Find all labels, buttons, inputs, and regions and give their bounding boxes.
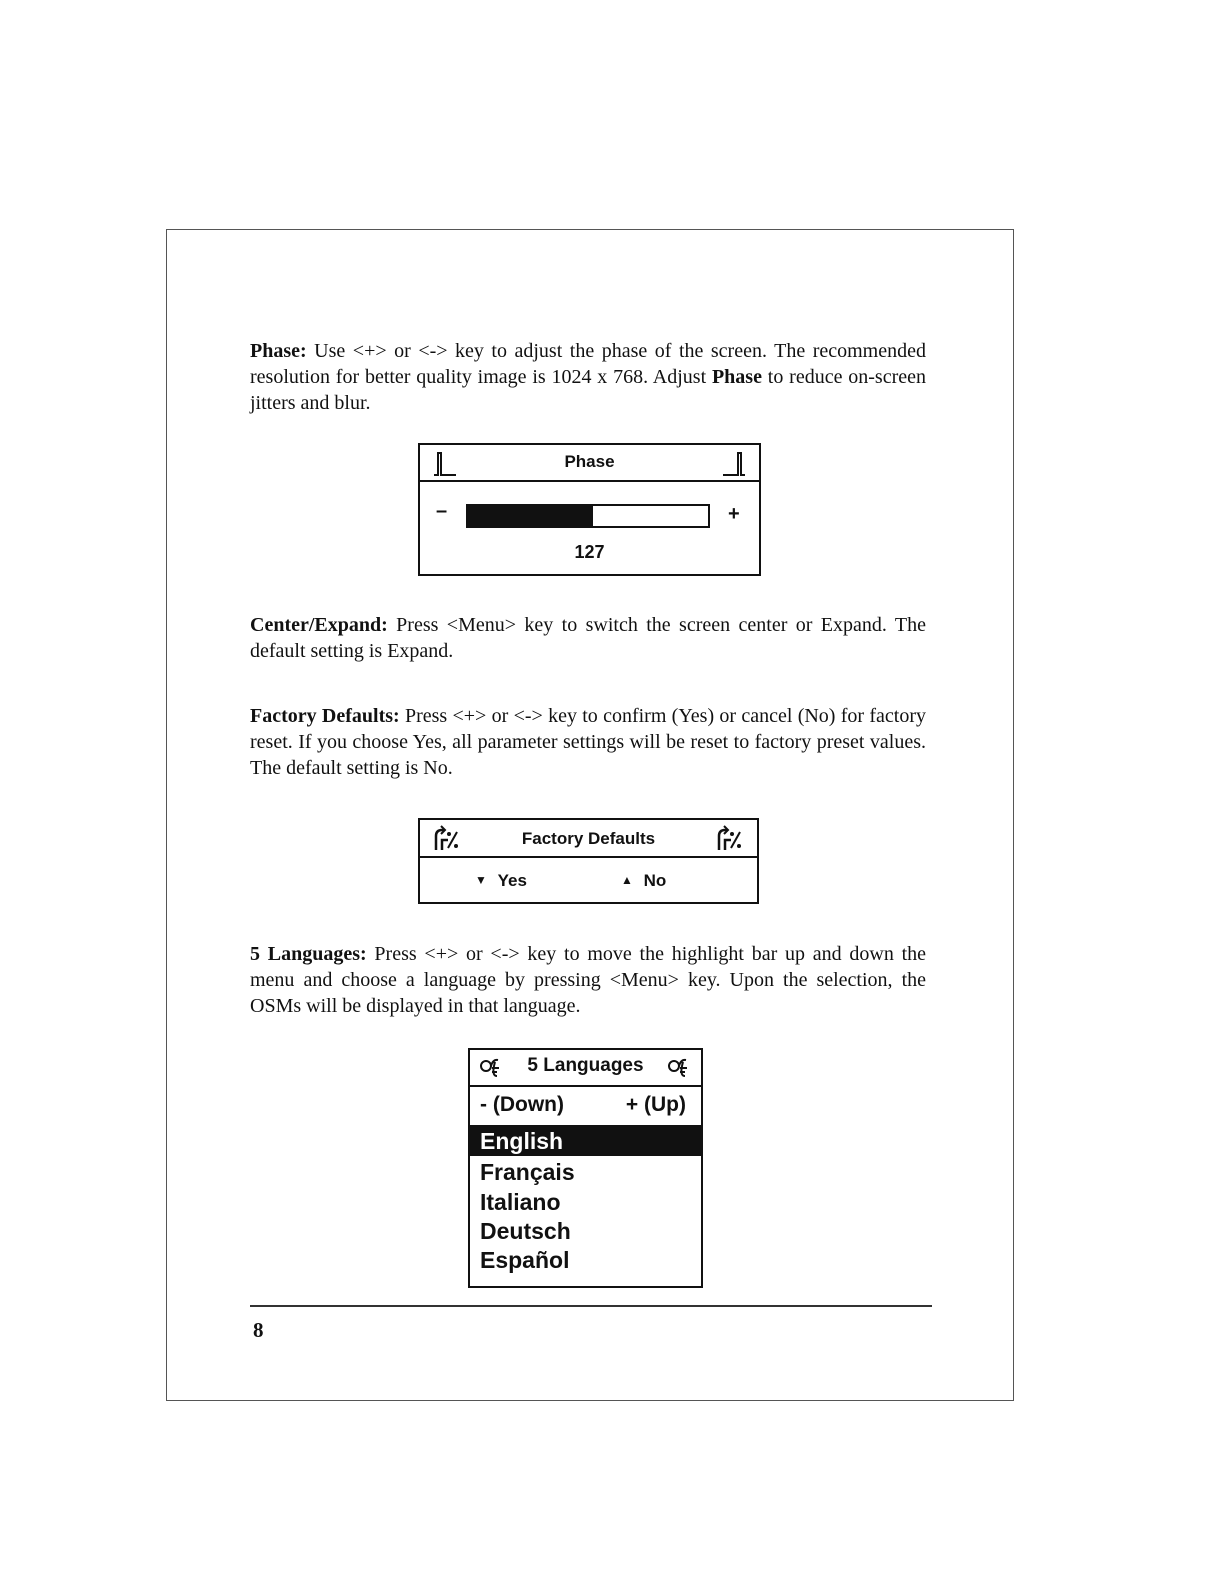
phase-paragraph	[250, 338, 926, 416]
phase-inline-label: Phase	[711, 366, 762, 388]
factory-defaults-osm-window	[418, 818, 759, 904]
languages-osm-window	[468, 1048, 703, 1288]
languages-down-label: - (Down)	[480, 1093, 564, 1116]
factory-osm-title: Factory Defaults	[521, 829, 656, 848]
languages-up-label: + (Up)	[625, 1093, 686, 1116]
phase-slider-fill	[468, 506, 593, 526]
phase-plus-label: +	[728, 503, 740, 525]
phase-text-end: to reduce on-screen jitters and blur.	[250, 366, 926, 414]
up-triangle-icon: ▲	[621, 873, 633, 887]
page-number: 8	[253, 1318, 264, 1342]
factory-defaults-label: Factory Defaults:	[250, 705, 400, 727]
language-item[interactable]: Español	[480, 1247, 570, 1273]
language-item[interactable]: Français	[480, 1159, 575, 1185]
languages-osm-title: 5 Languages	[527, 1055, 644, 1076]
languages-osm-header	[470, 1050, 701, 1087]
factory-reset-icon-right	[715, 824, 743, 852]
language-item[interactable]: Deutsch	[480, 1218, 571, 1244]
phase-osm-header	[420, 445, 759, 482]
languages-paragraph	[250, 941, 926, 1019]
center-expand-label: Center/Expand:	[250, 614, 388, 636]
center-expand-text: Press <Menu> key to switch the screen center or Expand. The default setting is Expand.	[250, 614, 926, 662]
factory-no-option[interactable]	[621, 871, 666, 891]
factory-yes-label: Yes	[497, 871, 527, 890]
phase-minus-label: –	[436, 500, 448, 522]
phase-slider[interactable]	[466, 504, 710, 528]
language-icon-right	[667, 1056, 689, 1078]
phase-label: Phase:	[250, 340, 307, 362]
phase-value: 127	[574, 542, 605, 562]
phase-text: Use <+> or <-> key to adjust the phase of the screen. The recommended resolution for better quality image is 1024 x 768. Adjust	[250, 340, 926, 388]
phase-osm-title: Phase	[564, 452, 615, 471]
factory-yes-option[interactable]	[475, 871, 527, 891]
language-item[interactable]: English	[470, 1127, 701, 1156]
languages-nav-row	[470, 1085, 701, 1127]
down-triangle-icon: ▼	[475, 873, 487, 887]
footer-rule	[250, 1305, 932, 1307]
factory-no-label: No	[643, 871, 667, 890]
language-item[interactable]: Italiano	[480, 1189, 561, 1215]
languages-label: 5 Languages:	[250, 943, 367, 965]
factory-osm-header	[420, 820, 757, 858]
languages-text: Press <+> or <-> key to move the highlight bar up and down the menu and choose a language by pressing <Menu> key. Upon the selection, the OSMs will be displayed in that language.	[250, 943, 927, 1017]
center-expand-paragraph	[250, 612, 926, 664]
phase-osm-window	[418, 443, 761, 576]
phase-waveform-icon-right	[721, 450, 747, 476]
factory-defaults-paragraph	[250, 703, 926, 781]
factory-defaults-text: Press <+> or <-> key to confirm (Yes) or cancel (No) for factory reset. If you choose Yes, all parameter settings will be reset to factory preset values. The default setting is No.	[250, 705, 926, 779]
